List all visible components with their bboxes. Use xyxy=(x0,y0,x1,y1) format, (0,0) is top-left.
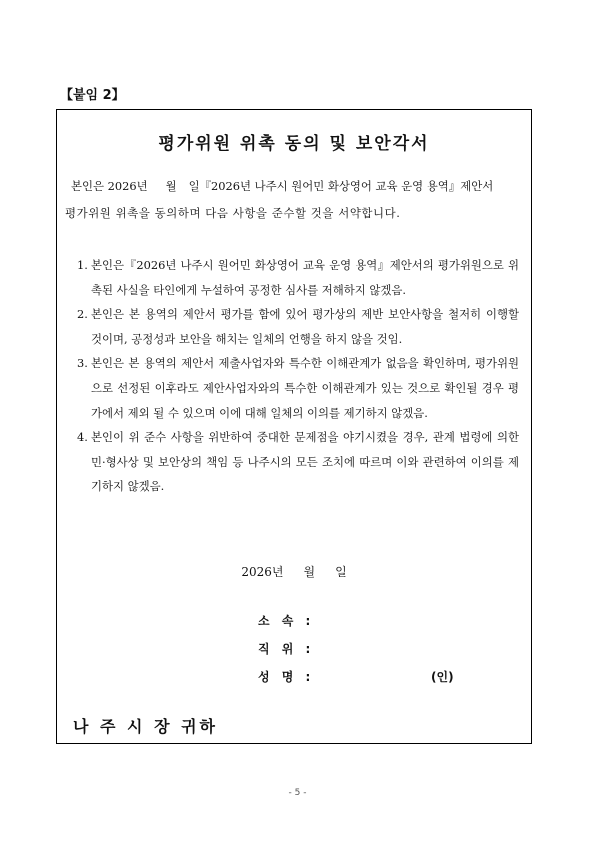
pledge-item-text: 본인은 본 용역의 제안서 제출사업자와 특수한 이해관계가 없음을 확인하며, 평가위원으로 선정된 이후라도 제안사업자와의 특수한 이해관계가 있는 것으로 확인될 경우 평가에서 제외 될 수 있으며 이에 대해 일체의 이의를 제기하지 않겠음. xyxy=(91,356,519,420)
pledge-item-number: 4. xyxy=(77,430,88,445)
name-label: 성 명 : xyxy=(258,670,311,684)
position-field[interactable] xyxy=(258,635,311,663)
date-month: 월 xyxy=(303,565,316,579)
affiliation-label: 소 속 : xyxy=(258,614,311,628)
name-field[interactable] xyxy=(258,663,311,691)
seal-mark: (인) xyxy=(431,670,454,684)
intro-day-suffix: 일『2026년 나주시 원어민 화상영어 교육 운영 용역』제안서 xyxy=(188,179,494,193)
pledge-item xyxy=(77,253,519,302)
signing-date xyxy=(57,563,531,580)
pledge-item-number: 3. xyxy=(77,356,88,371)
pledge-form xyxy=(56,109,532,744)
affiliation-field[interactable] xyxy=(258,607,311,635)
signer-fields xyxy=(258,607,311,691)
pledge-item xyxy=(77,302,519,351)
intro-paragraph xyxy=(65,173,525,227)
intro-line2: 평가위원 위촉을 동의하며 다음 사항을 준수할 것을 서약합니다. xyxy=(65,206,401,220)
pledge-item-text: 본인은 본 용역의 제안서 평가를 함에 있어 평가상의 제반 보안사항을 철저히 이행할 것이며, 공정성과 보안을 해치는 일체의 언행을 하지 않을 것임. xyxy=(91,307,519,346)
pledge-item xyxy=(77,351,519,425)
intro-month: 월 xyxy=(165,179,177,193)
pledge-item-number: 1. xyxy=(77,258,88,272)
date-year: 2026년 xyxy=(241,565,284,579)
intro-prefix: 본인은 2026년 xyxy=(71,179,148,193)
date-day: 일 xyxy=(335,565,347,579)
pledge-item-number: 2. xyxy=(77,307,88,322)
pledge-item-text: 본인은『2026년 나주시 원어민 화상영어 교육 운영 용역』제안서의 평가위원으로 위촉된 사실을 타인에게 누설하여 공정한 심사를 저해하지 않겠음. xyxy=(91,258,519,297)
pledge-list xyxy=(77,253,519,499)
page-number: - 5 - xyxy=(288,788,307,798)
position-label: 직 위 : xyxy=(258,642,311,656)
attachment-label: 【붙임 2】 xyxy=(60,88,125,103)
form-title: 평가위원 위촉 동의 및 보안각서 xyxy=(158,134,430,154)
addressee: 나 주 시 장 귀하 xyxy=(73,717,219,736)
pledge-item-text: 본인이 위 준수 사항을 위반하여 중대한 문제점을 야기시켰을 경우, 관계 법령에 의한 민·형사상 및 보안상의 책임 등 나주시의 모든 조치에 따르며 이와 관련하여 이의를 제기하지 않겠음. xyxy=(91,430,519,494)
pledge-item xyxy=(77,425,519,499)
